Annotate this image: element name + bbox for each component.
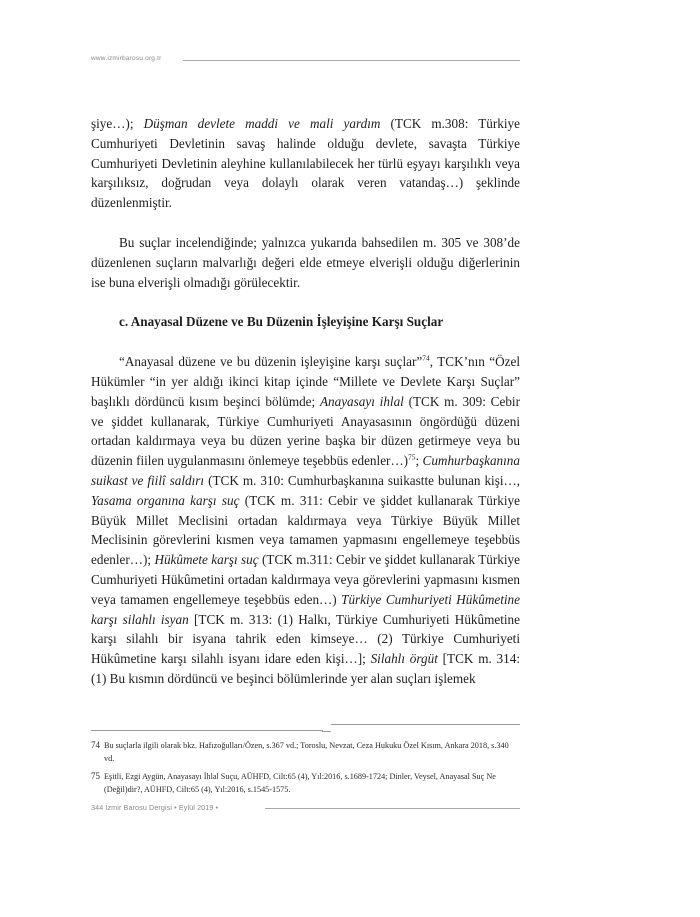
para3-text: (TCK m.311: Cebir ve şiddet kullanarak Türkiye Cumhuriyeti Hükûmetini ortadan kaldırmaya veya görevlerini yapmasını kısmen veya tamamen engellemeye teşebbüs eden…) [91, 552, 520, 607]
section-heading: c. Anayasal Düzene ve Bu Düzenin İşleyişine Karşı Suçlar [119, 314, 444, 330]
para3-text: ; [415, 453, 423, 469]
para3-italic-term: Cumhurbaşkanına suikast ve fiilî saldırı [91, 453, 520, 488]
page-header [91, 53, 520, 67]
para1-text-a: şiye…); [91, 116, 144, 131]
para3-text: “Anayasal düzene ve bu düzenin işleyişine karşı suçlar” [119, 354, 423, 370]
paragraph-3 [91, 352, 520, 689]
footnote-text: Bu suçlarla ilgili olarak bkz. Hafızoğulları/Özen, s.367 vd.; Toroslu, Nevzat, Ceza Hukuku Özel Kısım, Ankara 2018, s.340 vd. [104, 741, 509, 763]
footnote-ref-74[interactable]: 74 [422, 353, 430, 363]
footer-text: 344 İzmir Barosu Dergisi • Eylül 2019 • [91, 803, 219, 812]
footnote-ref-75[interactable]: 75 [408, 452, 416, 462]
para3-italic-term: Hükûmete karşı suç [154, 552, 259, 568]
footnote-text: Eşitli, Ezgi Aygün, Anayasayı İhlal Suçu, AÜHFD, Cilt:65 (4), Yıl:2016, s.1689-1724; Dinler, Veysel, Anayasal Suç Ne (Değil)dir?, AÜHFD, Cilt:65 (4), Yıl:2016, s.1545-1575. [104, 772, 496, 794]
footnote-number: 74 [91, 740, 100, 750]
paragraph-1 [91, 114, 520, 213]
footnotes [91, 739, 520, 801]
para3-italic-term: Anayasayı ihlal [319, 393, 404, 409]
para3-text: (TCK m. 310: Cumhurbaşkanına suikastte bulunan kişi…, [204, 472, 520, 488]
header-rule [183, 60, 520, 61]
para1-text-c: (TCK m.308: Türkiye Cumhuriyeti Devletinin savaş halinde olduğu devlete, savaşta Türkiye Cumhuriyeti Devletinin aleyhine kullanılabilecek her türlü eşyayı karşılıklı veya karşılıksız, doğrudan veya dolaylı olarak veren vatandaş…) şeklinde düzenlenmiştir. [91, 116, 520, 211]
footnote-number: 75 [91, 771, 100, 781]
para3-text: [TCK m. 314: (1) Bu kısmın dördüncü ve beşinci bölümlerinde yer alan suçları işlemek [91, 651, 520, 686]
para3-italic-term: Yasama organına karşı suç [91, 492, 240, 508]
paragraph-2: Bu suçlar incelendiğinde; yalnızca yukarıda bahsedilen m. 305 ve 308’de düzenlenen suçların malvarlığı değeri elde etmeye elverişli olduğu diğerlerinin ise buna elverişli olmadığı görülecektir. [91, 234, 520, 290]
para3-text: (TCK m. 311: Cebir ve şiddet kullanarak Türkiye Büyük Millet Meclisini ortadan kaldırmaya veya Türkiye Büyük Millet Meclisinin görevlerini kısmen veya tamamen yapmasını engellemeye teşebbüs edenler…); [91, 492, 520, 568]
footnote-75 [91, 770, 520, 796]
body-text [91, 114, 520, 689]
para1-italic-term: Düşman devlete maddi ve mali yardım [143, 116, 381, 131]
para3-italic-term: Türkiye Cumhuriyeti Hükûmetine karşı silahlı isyan [91, 591, 521, 627]
footnote-separator [91, 724, 520, 736]
header-url: www.izmirbarosu.org.tr [91, 55, 162, 62]
para3-text: , TCK’nın “Özel Hükümler “in yer aldığı ikinci kitap içinde “Millete ve Devlete Karşı Suçlar” başlıklı dördüncü kısım beşinci bölümde; [91, 354, 520, 409]
footnote-74 [91, 739, 520, 765]
page-footer [91, 802, 520, 816]
para3-text: (TCK m. 309: Cebir ve şiddet kullanarak, Türkiye Cumhuriyeti Anayasasının öngördüğü düzeni ortadan kaldırmaya veya bu düzen yerine başka bir düzen getirmeye veya bu düzenin fiilen uygulanmasını önlemeye teşebbüs edenler…) [91, 393, 520, 469]
footer-rule [265, 808, 520, 809]
para3-text: [TCK m. 313: (1) Halkı, Türkiye Cumhuriyeti Hükûmetine karşı silahlı bir isyana tahrik eden kimseye… (2) Türkiye Cumhuriyeti Hükûmetine karşı silahlı isyanı idare eden kişi…]; [91, 611, 520, 667]
para3-italic-term: Silahlı örgüt [370, 651, 438, 667]
